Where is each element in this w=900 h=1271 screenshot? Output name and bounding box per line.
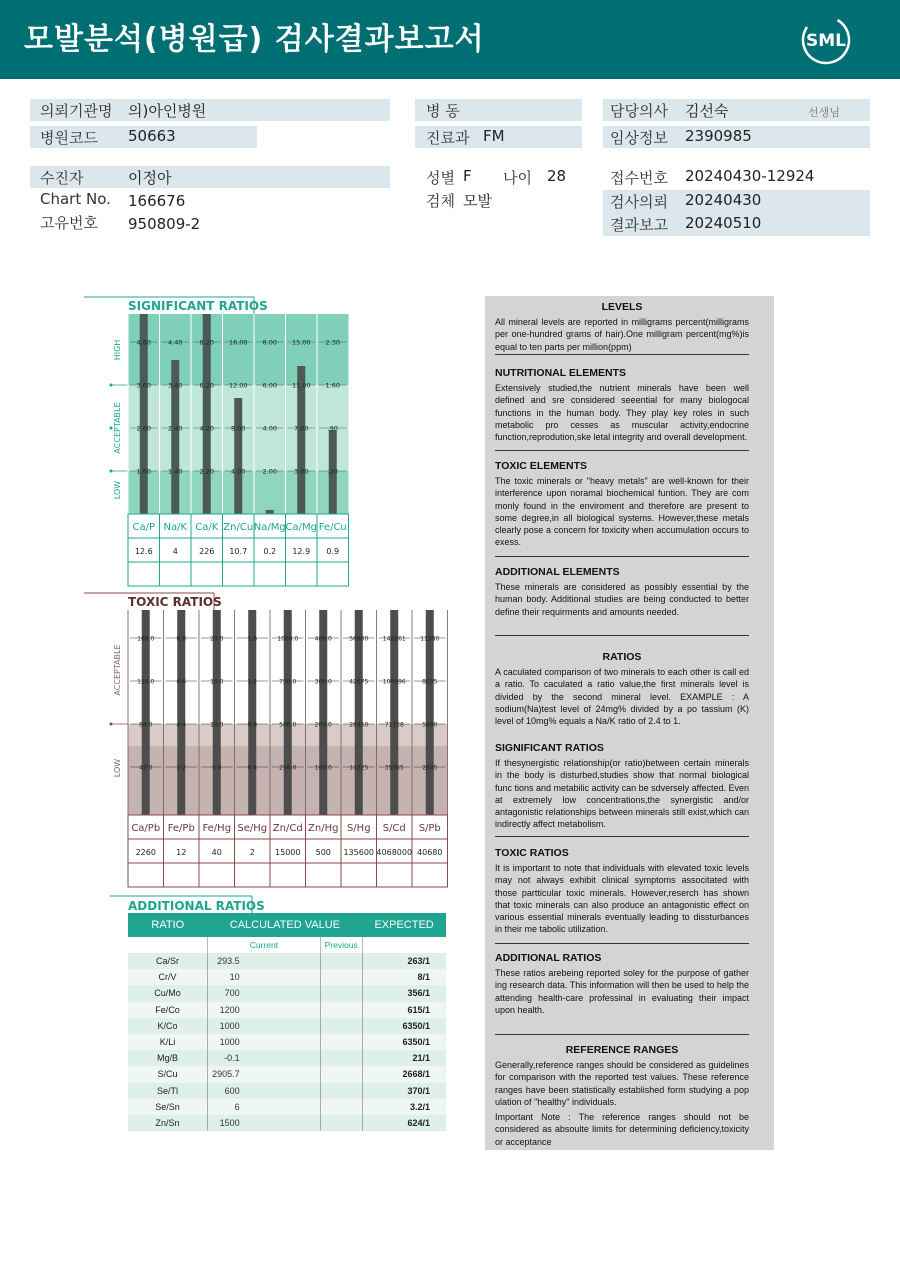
tick-label: 3.60 (136, 381, 151, 390)
tick-label: .90 (327, 424, 338, 433)
dept-label: 진료과 (426, 129, 470, 147)
tick-label: 5690 (422, 721, 438, 729)
tick-label: 4.60 (136, 338, 151, 347)
tick-label: 1000.0 (277, 635, 299, 643)
current-value: 700 (208, 985, 321, 1001)
tick-label: 7.00 (294, 424, 309, 433)
previous-value (320, 1034, 362, 1050)
previous-value (320, 1018, 362, 1034)
bar (266, 510, 274, 514)
tick-label: 0.4 (247, 764, 258, 772)
levels-text: All mineral levels are reported in milligrams percent(milligrams per one-hundred grams of hair).One milligram percent(mg%)is equal to ten parts per million(ppm) (495, 317, 749, 352)
tick-label: 12.00 (228, 381, 248, 390)
current-value: 1500 (208, 1115, 321, 1131)
ratio-name: Mg/B (128, 1050, 208, 1066)
value-label: 12 (176, 848, 187, 857)
tick-label: 5.0 (211, 764, 222, 772)
previous-value (320, 1050, 362, 1066)
value-label: 15000 (275, 848, 301, 857)
tick-label: 142261 (382, 635, 406, 643)
additional-elements-text: These minerals are considered as possibly essential by the human body. Additional studies are being conducted to better define their requirments and amounts needed. (495, 582, 749, 617)
tick-label: 126.0 (137, 678, 155, 686)
current-value: 1200 (208, 1002, 321, 1018)
reference-ranges-text: Generally,reference ranges should be considered as guidelines for comparison with the reported test values. These reference ranges have been statistically established form studying a pop ulation of "healthy" individuals. (495, 1060, 749, 1107)
category-label: Zn/Cu (223, 522, 254, 533)
ratio-name: Cr/V (128, 969, 208, 985)
additional-ratios-section (495, 952, 749, 1016)
hospital-code-label: 병원코드 (40, 129, 98, 147)
value-label: 40 (211, 848, 222, 857)
nutritional-text: Extensively studied,the nutrient minerals have been well defined and sre considered seeential for many biologocal functions in the human body. They play key roles in such metabolic pro cesses as muscular activity,endocrine function,reprodution,ske letal integrity and overall development. (495, 383, 749, 443)
previous-value (320, 1115, 362, 1131)
toxic-ratios-heading: TOXIC RATIOS (495, 847, 569, 859)
ratio-name: Zn/Sn (128, 1115, 208, 1131)
value-label: 2260 (135, 848, 156, 857)
category-label: S/Pb (418, 823, 441, 834)
ratio-name: Se/Tl (128, 1083, 208, 1099)
table-row (128, 1002, 446, 1018)
tick-label: 100.0 (314, 764, 332, 772)
value-label: 135600 (343, 848, 375, 857)
tick-label: 750.0 (279, 678, 297, 686)
ratio-name: Cu/Mo (128, 985, 208, 1001)
report-title: 모발분석(병원급) 검사결과보고서 (24, 22, 485, 57)
tick-label: 2.40 (168, 424, 183, 433)
significant-ratios-heading: SIGNIFICANT RATIOS (495, 742, 604, 754)
institution-value: 의)아인병원 (128, 102, 207, 120)
expected-value: 8/1 (362, 969, 446, 985)
current-value: 10 (208, 969, 321, 985)
levels-heading: LEVELS (601, 301, 643, 313)
ratio-name: K/Co (128, 1018, 208, 1034)
significant-ratios-section (495, 742, 749, 831)
expected-value: 356/1 (362, 985, 446, 1001)
additional-ratios-heading: ADDITIONAL RATIOS (495, 952, 602, 964)
levels-section (495, 301, 749, 353)
tick-label: 1.60 (325, 381, 340, 390)
toxic-elements-text: The toxic minerals or "heavy metals" are well-known for their interference upon noramal biochemical funtion. They are com monly found in the enviroment and therefore are present to some degree,in all biological systems. However,these metals clearly pose a concern for toxicity when accumulation occurs to exess. (495, 476, 749, 548)
ward-label: 병 동 (426, 102, 460, 120)
value-label: 12.9 (292, 547, 311, 556)
previous-value (320, 1002, 362, 1018)
table-row (128, 1050, 446, 1066)
zone-marker (110, 427, 113, 430)
bar (234, 398, 242, 514)
patient-label: 수진자 (40, 169, 84, 187)
chart-title: SIGNIFICANT RATIOS (128, 299, 268, 313)
expected-value: 6350/1 (362, 1034, 446, 1050)
previous-value (320, 1083, 362, 1099)
category-label: Se/Hg (237, 823, 268, 834)
tick-label: 1.40 (168, 467, 183, 476)
current-value: -0.1 (208, 1050, 321, 1066)
svg-text:SML: SML (806, 31, 846, 51)
significant-ratios-chart (80, 290, 370, 590)
tick-label: 106696 (382, 678, 406, 686)
ratio-name: Se/Sn (128, 1099, 208, 1115)
tick-label: 2845 (422, 764, 438, 772)
tick-label: 8.8 (176, 635, 187, 643)
tick-label: 42675 (349, 678, 369, 686)
toxic-ratios-section (495, 847, 749, 936)
ratios-heading: RATIOS (602, 651, 642, 663)
expected-value: 263/1 (362, 953, 446, 969)
ratio-name: Ca/Sr (128, 953, 208, 969)
tick-label: 400.0 (314, 635, 332, 643)
chart-title: TOXIC RATIOS (128, 595, 222, 609)
table-row (128, 1099, 446, 1115)
zone-label: HIGH (113, 339, 122, 361)
reference-ranges-section (495, 1044, 749, 1148)
doctor-value: 김선숙 (685, 102, 729, 120)
specimen-value: 모발 (463, 192, 492, 210)
institution-label: 의뢰기관명 (40, 102, 113, 120)
toxic-ratios-chart (80, 590, 460, 890)
category-label: Zn/Cd (272, 823, 303, 834)
value-label: 0.2 (263, 547, 277, 556)
tick-label: 500.0 (279, 721, 297, 729)
category-label: Ca/K (195, 522, 219, 533)
clinical-label: 임상정보 (610, 129, 668, 147)
sex-value: F (463, 167, 472, 185)
nutritional-heading: NUTRITIONAL ELEMENTS (495, 367, 627, 379)
sub-previous: Previous (320, 937, 362, 953)
category-label: S/Hg (346, 823, 371, 834)
category-label: Ca/P (132, 522, 156, 533)
tick-label: 1.6 (247, 635, 258, 643)
zone-high (128, 314, 349, 385)
additional-ratios-text: These ratios arebeing reported soley for the purpose of gather ing research data. This information will then be used to help the attending health-care professinal in evaluating their impact upon health. (495, 968, 749, 1015)
previous-value (320, 985, 362, 1001)
table-row (128, 1066, 446, 1082)
expected-value: 6350/1 (362, 1018, 446, 1034)
previous-value (320, 1066, 362, 1082)
uid-value: 950809-2 (128, 215, 201, 233)
clinical-value: 2390985 (685, 127, 752, 145)
tick-label: 71128 (384, 721, 404, 729)
zone-label: LOW (113, 758, 122, 778)
reference-ranges-heading: REFERENCE RANGES (565, 1044, 679, 1056)
expected-value: 21/1 (362, 1050, 446, 1066)
sml-logo (800, 14, 852, 66)
value-label: 500 (315, 848, 331, 857)
tick-label: 4.00 (231, 467, 246, 476)
value-label: 226 (199, 547, 215, 556)
category-label: Fe/Cu (318, 522, 347, 533)
tick-label: 8.00 (231, 424, 246, 433)
additional-ratios-title (80, 893, 280, 913)
tick-label: 2.00 (262, 467, 277, 476)
tick-label: .20 (327, 467, 338, 476)
category-label: Zn/Hg (308, 823, 339, 834)
doctor-suffix: 선생님 (808, 106, 840, 119)
ratios-text: A caculated comparison of two minerals to each other is call ed a ratio. To caculated a ratio value,the first minerals level is divided by the second mineral level. EXAMPLE : A sodium(Na)test level of 24mg% divided by a po tassium (K) level of 10mg% equals a Na/K ratio of 2.4 to 1. (495, 667, 749, 727)
tick-label: 0.8 (247, 721, 258, 729)
category-label: Fe/Pb (167, 823, 195, 834)
tick-label: 2.2 (176, 764, 187, 772)
col-calculated: CALCULATED VALUE (208, 913, 363, 937)
zone-label: LOW (113, 480, 122, 500)
sub-current: Current (208, 937, 321, 953)
tick-label: 200.0 (314, 721, 332, 729)
tick-label: 6.6 (176, 678, 187, 686)
tick-label: 2.20 (199, 467, 214, 476)
tick-label: 14225 (349, 764, 369, 772)
current-value: 1000 (208, 1034, 321, 1050)
tick-label: 6.00 (262, 381, 277, 390)
table-row (128, 1083, 446, 1099)
category-label: Ca/Mg (285, 522, 317, 533)
tick-label: 4.4 (176, 721, 187, 729)
age-value: 28 (547, 167, 567, 185)
previous-value (320, 969, 362, 985)
ratios-section (495, 651, 749, 727)
chart-value: 166676 (128, 192, 186, 210)
reference-ranges-note: Important Note : The reference ranges should not be considered as absoulte limits for determining deficiency,toxicity or acceptance (495, 1112, 749, 1147)
value-label: 12.6 (134, 547, 153, 556)
value-label: 40680 (417, 848, 443, 857)
value-label: 2 (249, 848, 255, 857)
category-label: Na/Mg (253, 522, 286, 533)
current-value: 1000 (208, 1018, 321, 1034)
tick-label: 4.00 (262, 424, 277, 433)
additional-ratios-title-text: ADDITIONAL RATIOS (128, 899, 265, 913)
tick-label: 2.60 (136, 424, 151, 433)
uid-label: 고유번호 (40, 214, 98, 232)
request-value: 20240430 (685, 191, 762, 209)
nutritional-section (495, 367, 749, 443)
previous-value (320, 953, 362, 969)
explanation-panel (485, 296, 774, 1150)
tick-label: 300.0 (314, 678, 332, 686)
significant-ratios-text: If thesynergistic relationship(or ratio)between certain minerals in the body is disturbed,studies show that normal biological func tions and metabilic activity can be sdversely affected. Even at extremely low concentrations,the synergistic and/or antagonistic relationships between minerals still exist,which can indirectly affect metabolism. (495, 758, 749, 830)
request-label: 검사의뢰 (610, 193, 668, 211)
tick-label: 8.00 (262, 338, 277, 347)
table-row (128, 1034, 446, 1050)
tick-label: 2.30 (325, 338, 340, 347)
expected-value: 615/1 (362, 1002, 446, 1018)
dept-value: FM (483, 127, 505, 145)
hospital-code-value: 50663 (128, 127, 176, 145)
tick-label: 168.0 (137, 635, 155, 643)
expected-value: 2668/1 (362, 1066, 446, 1082)
sex-label: 성별 (426, 169, 455, 187)
table-row (128, 953, 446, 969)
tick-label: 6.20 (199, 381, 214, 390)
tick-label: 10.0 (210, 721, 224, 729)
tick-label: 1.60 (136, 467, 151, 476)
receipt-value: 20240430-12924 (685, 167, 815, 185)
tick-label: 11.00 (291, 381, 311, 390)
category-label: Fe/Hg (202, 823, 232, 834)
table-row (128, 985, 446, 1001)
previous-value (320, 1099, 362, 1115)
col-ratio: RATIO (128, 913, 208, 937)
zone-label: ACCEPTABLE (113, 402, 122, 454)
tick-label: 15.00 (291, 338, 311, 347)
value-label: 10.7 (229, 547, 248, 556)
zone-label: ACCEPTABLE (113, 644, 122, 696)
col-expected: EXPECTED (362, 913, 446, 937)
category-label: Na/K (163, 522, 188, 533)
receipt-label: 접수번호 (610, 169, 668, 187)
expected-value: 3.2/1 (362, 1099, 446, 1115)
tick-label: 16.00 (228, 338, 248, 347)
table-row (128, 969, 446, 985)
ratio-name: K/Li (128, 1034, 208, 1050)
tick-label: 250.0 (279, 764, 297, 772)
tick-label: 8535 (422, 678, 438, 686)
additional-elements-section (495, 566, 749, 618)
tick-label: 3.40 (168, 381, 183, 390)
toxic-elements-section (495, 460, 749, 549)
chart-label: Chart No. (40, 190, 111, 208)
table-row (128, 1018, 446, 1034)
tick-label: 11380 (420, 635, 440, 643)
report-header (0, 0, 900, 79)
ratio-name: S/Cu (128, 1066, 208, 1082)
specimen-label: 검체 (426, 192, 455, 210)
additional-ratios-table (128, 913, 446, 1131)
tick-label: 28450 (349, 721, 369, 729)
additional-elements-heading: ADDITIONAL ELEMENTS (495, 566, 620, 578)
tick-label: 20.0 (210, 635, 224, 643)
tick-label: 4.40 (168, 338, 183, 347)
current-value: 600 (208, 1083, 321, 1099)
patient-value: 이정아 (128, 169, 172, 187)
report-value: 20240510 (685, 214, 762, 232)
tick-label: 3.00 (294, 467, 309, 476)
table-row (128, 1115, 446, 1131)
tick-label: 1.2 (247, 678, 258, 686)
value-label: 0.9 (326, 547, 340, 556)
current-value: 6 (208, 1099, 321, 1115)
report-label: 결과보고 (610, 216, 668, 234)
tick-label: 56900 (349, 635, 369, 643)
value-label: 4 (172, 547, 178, 556)
tick-label: 8.20 (199, 338, 214, 347)
expected-value: 370/1 (362, 1083, 446, 1099)
ratio-name: Fe/Co (128, 1002, 208, 1018)
value-label: 4068000 (376, 848, 413, 857)
toxic-ratios-text: It is important to note that individuals with elevated toxic levels may not always exhibit clinical symptoms associtated with those partticular toxic minerals. However,reserch has shown that toxic minerals can also produce an antagonistic effect on various essential minerals eventually leading to dissturbances in their me tabolic utilization. (495, 863, 749, 935)
tick-label: 42.0 (139, 764, 153, 772)
age-label: 나이 (503, 169, 532, 187)
toxic-elements-heading: TOXIC ELEMENTS (495, 460, 587, 472)
tick-label: 84.0 (139, 721, 153, 729)
tick-label: 15.0 (210, 678, 224, 686)
category-label: S/Cd (382, 823, 406, 834)
current-value: 2905.7 (208, 1066, 321, 1082)
tick-label: 35565 (384, 764, 404, 772)
category-label: Ca/Pb (131, 823, 161, 834)
expected-value: 624/1 (362, 1115, 446, 1131)
current-value: 293.5 (208, 953, 321, 969)
tick-label: 4.20 (199, 424, 214, 433)
doctor-label: 담당의사 (610, 102, 668, 120)
